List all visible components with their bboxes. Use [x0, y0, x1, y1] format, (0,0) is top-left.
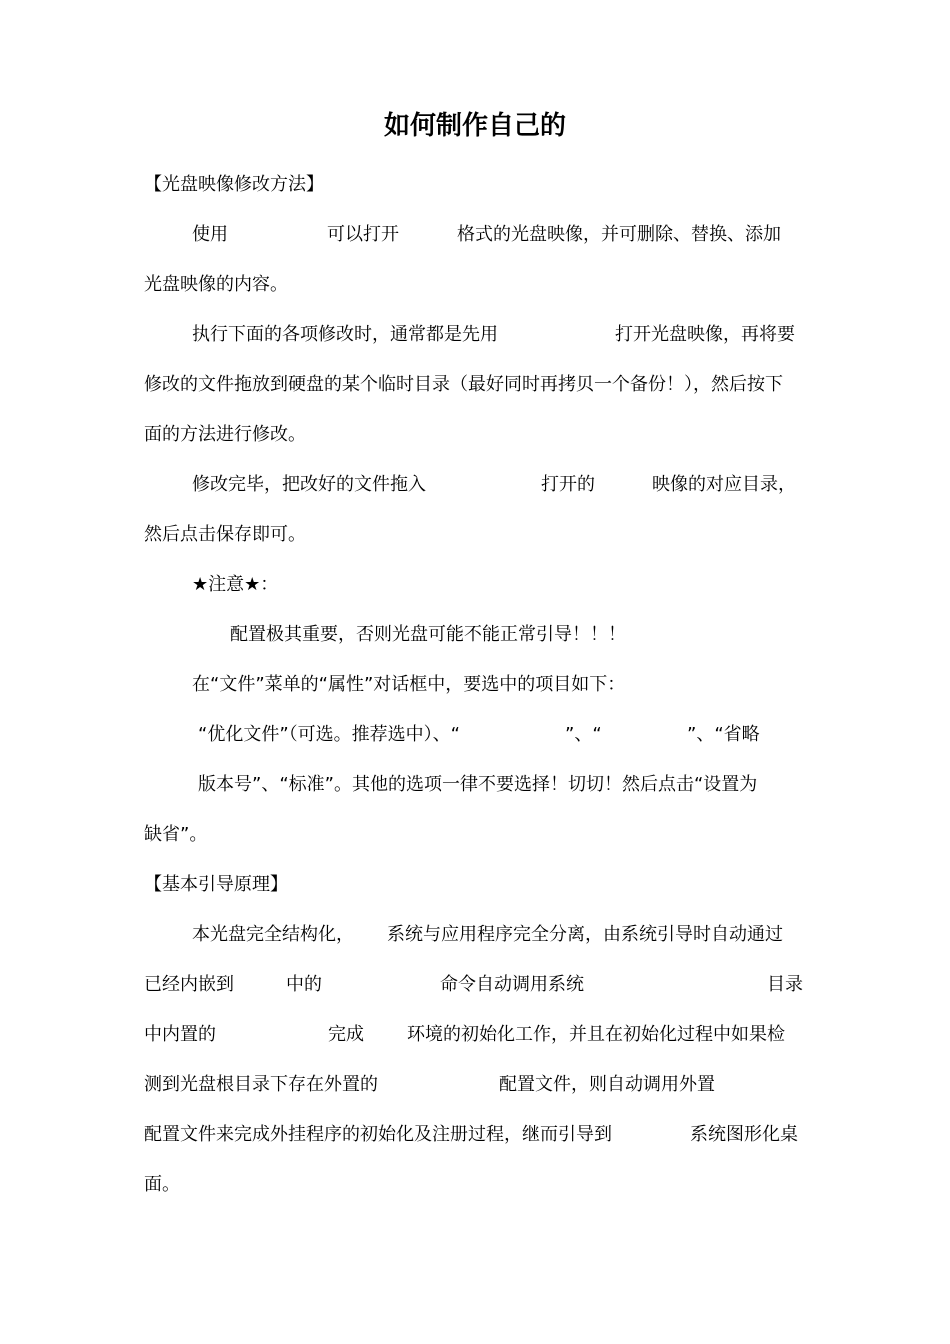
text-segment: 打开的	[541, 474, 595, 495]
paragraph-6-line-2	[144, 970, 807, 1000]
note-label: ★注意★：	[192, 574, 279, 595]
text-segment: “优化文件”（可选。推荐选中）、“	[198, 724, 460, 745]
text-segment: 在“文件”菜单的“属性”对话框中，要选中的项目如下：	[192, 674, 626, 695]
text-segment: 打开光盘映像，再将要	[615, 324, 795, 345]
text-segment: 映像的对应目录，	[652, 474, 796, 495]
note-heading	[144, 570, 807, 600]
paragraph-2-line-3: 面的方法进行修改。	[144, 424, 306, 445]
text-segment: 中内置的	[144, 1024, 216, 1045]
note-text	[144, 620, 807, 650]
text-segment: 命令自动调用系统	[440, 974, 584, 995]
paragraph-6-line-6: 面。	[144, 1174, 180, 1195]
paragraph-6-line-3	[144, 1020, 807, 1050]
paragraph-2-line-1	[144, 320, 807, 350]
paragraph-6-line-1	[144, 920, 807, 950]
text-segment: ”、“	[565, 724, 602, 745]
text-segment: 中的	[286, 974, 322, 995]
paragraph-1-line-2: 光盘映像的内容。	[144, 274, 288, 295]
paragraph-5-line-2	[144, 770, 807, 800]
paragraph-2-line-2: 修改的文件拖放到硬盘的某个临时目录（最好同时再拷贝一个备份！），然后按下	[144, 374, 783, 395]
text-segment: 测到光盘根目录下存在外置的	[144, 1074, 378, 1095]
paragraph-4	[144, 670, 807, 700]
text-segment: 配置文件来完成外挂程序的初始化及注册过程，继而引导到	[144, 1124, 612, 1145]
text-segment: ”、“省略	[687, 724, 760, 745]
paragraph-6-line-5	[144, 1120, 807, 1150]
paragraph-3-line-1	[144, 470, 807, 500]
section-heading-image-editing: 【光盘映像修改方法】	[144, 174, 324, 195]
text-segment: 使用	[192, 224, 228, 245]
paragraph-5-line-1	[144, 720, 807, 750]
paragraph-3-line-2: 然后点击保存即可。	[144, 524, 306, 545]
text-segment: 已经内嵌到	[144, 974, 234, 995]
text-segment: 修改完毕，把改好的文件拖入	[192, 474, 426, 495]
paragraph-1-line-1	[144, 220, 807, 250]
text-segment: 目录	[767, 974, 803, 995]
text-segment: 格式的光盘映像，并可删除、替换、添加	[457, 224, 781, 245]
text-segment: 版本号”、“标准”。其他的选项一律不要选择！切切！然后点击“设置为	[198, 774, 758, 795]
text-segment: 系统图形化桌	[690, 1124, 798, 1145]
section-heading-boot-principle: 【基本引导原理】	[144, 874, 288, 895]
text-segment: 执行下面的各项修改时，通常都是先用	[192, 324, 498, 345]
text-segment: 配置极其重要，否则光盘可能不能正常引导！！！	[230, 624, 626, 645]
text-segment: 本光盘完全结构化，	[192, 924, 354, 945]
page-title: 如何制作自己的	[383, 111, 566, 141]
text-segment: 配置文件，则自动调用外置	[499, 1074, 715, 1095]
text-segment: 系统与应用程序完全分离，由系统引导时自动通过	[387, 924, 783, 945]
paragraph-6-line-4	[144, 1070, 807, 1100]
paragraph-5-line-3: 缺省”。	[144, 824, 208, 845]
text-segment: 完成	[328, 1024, 364, 1045]
text-segment: 环境的初始化工作，并且在初始化过程中如果检	[407, 1024, 785, 1045]
text-segment: 可以打开	[327, 224, 399, 245]
